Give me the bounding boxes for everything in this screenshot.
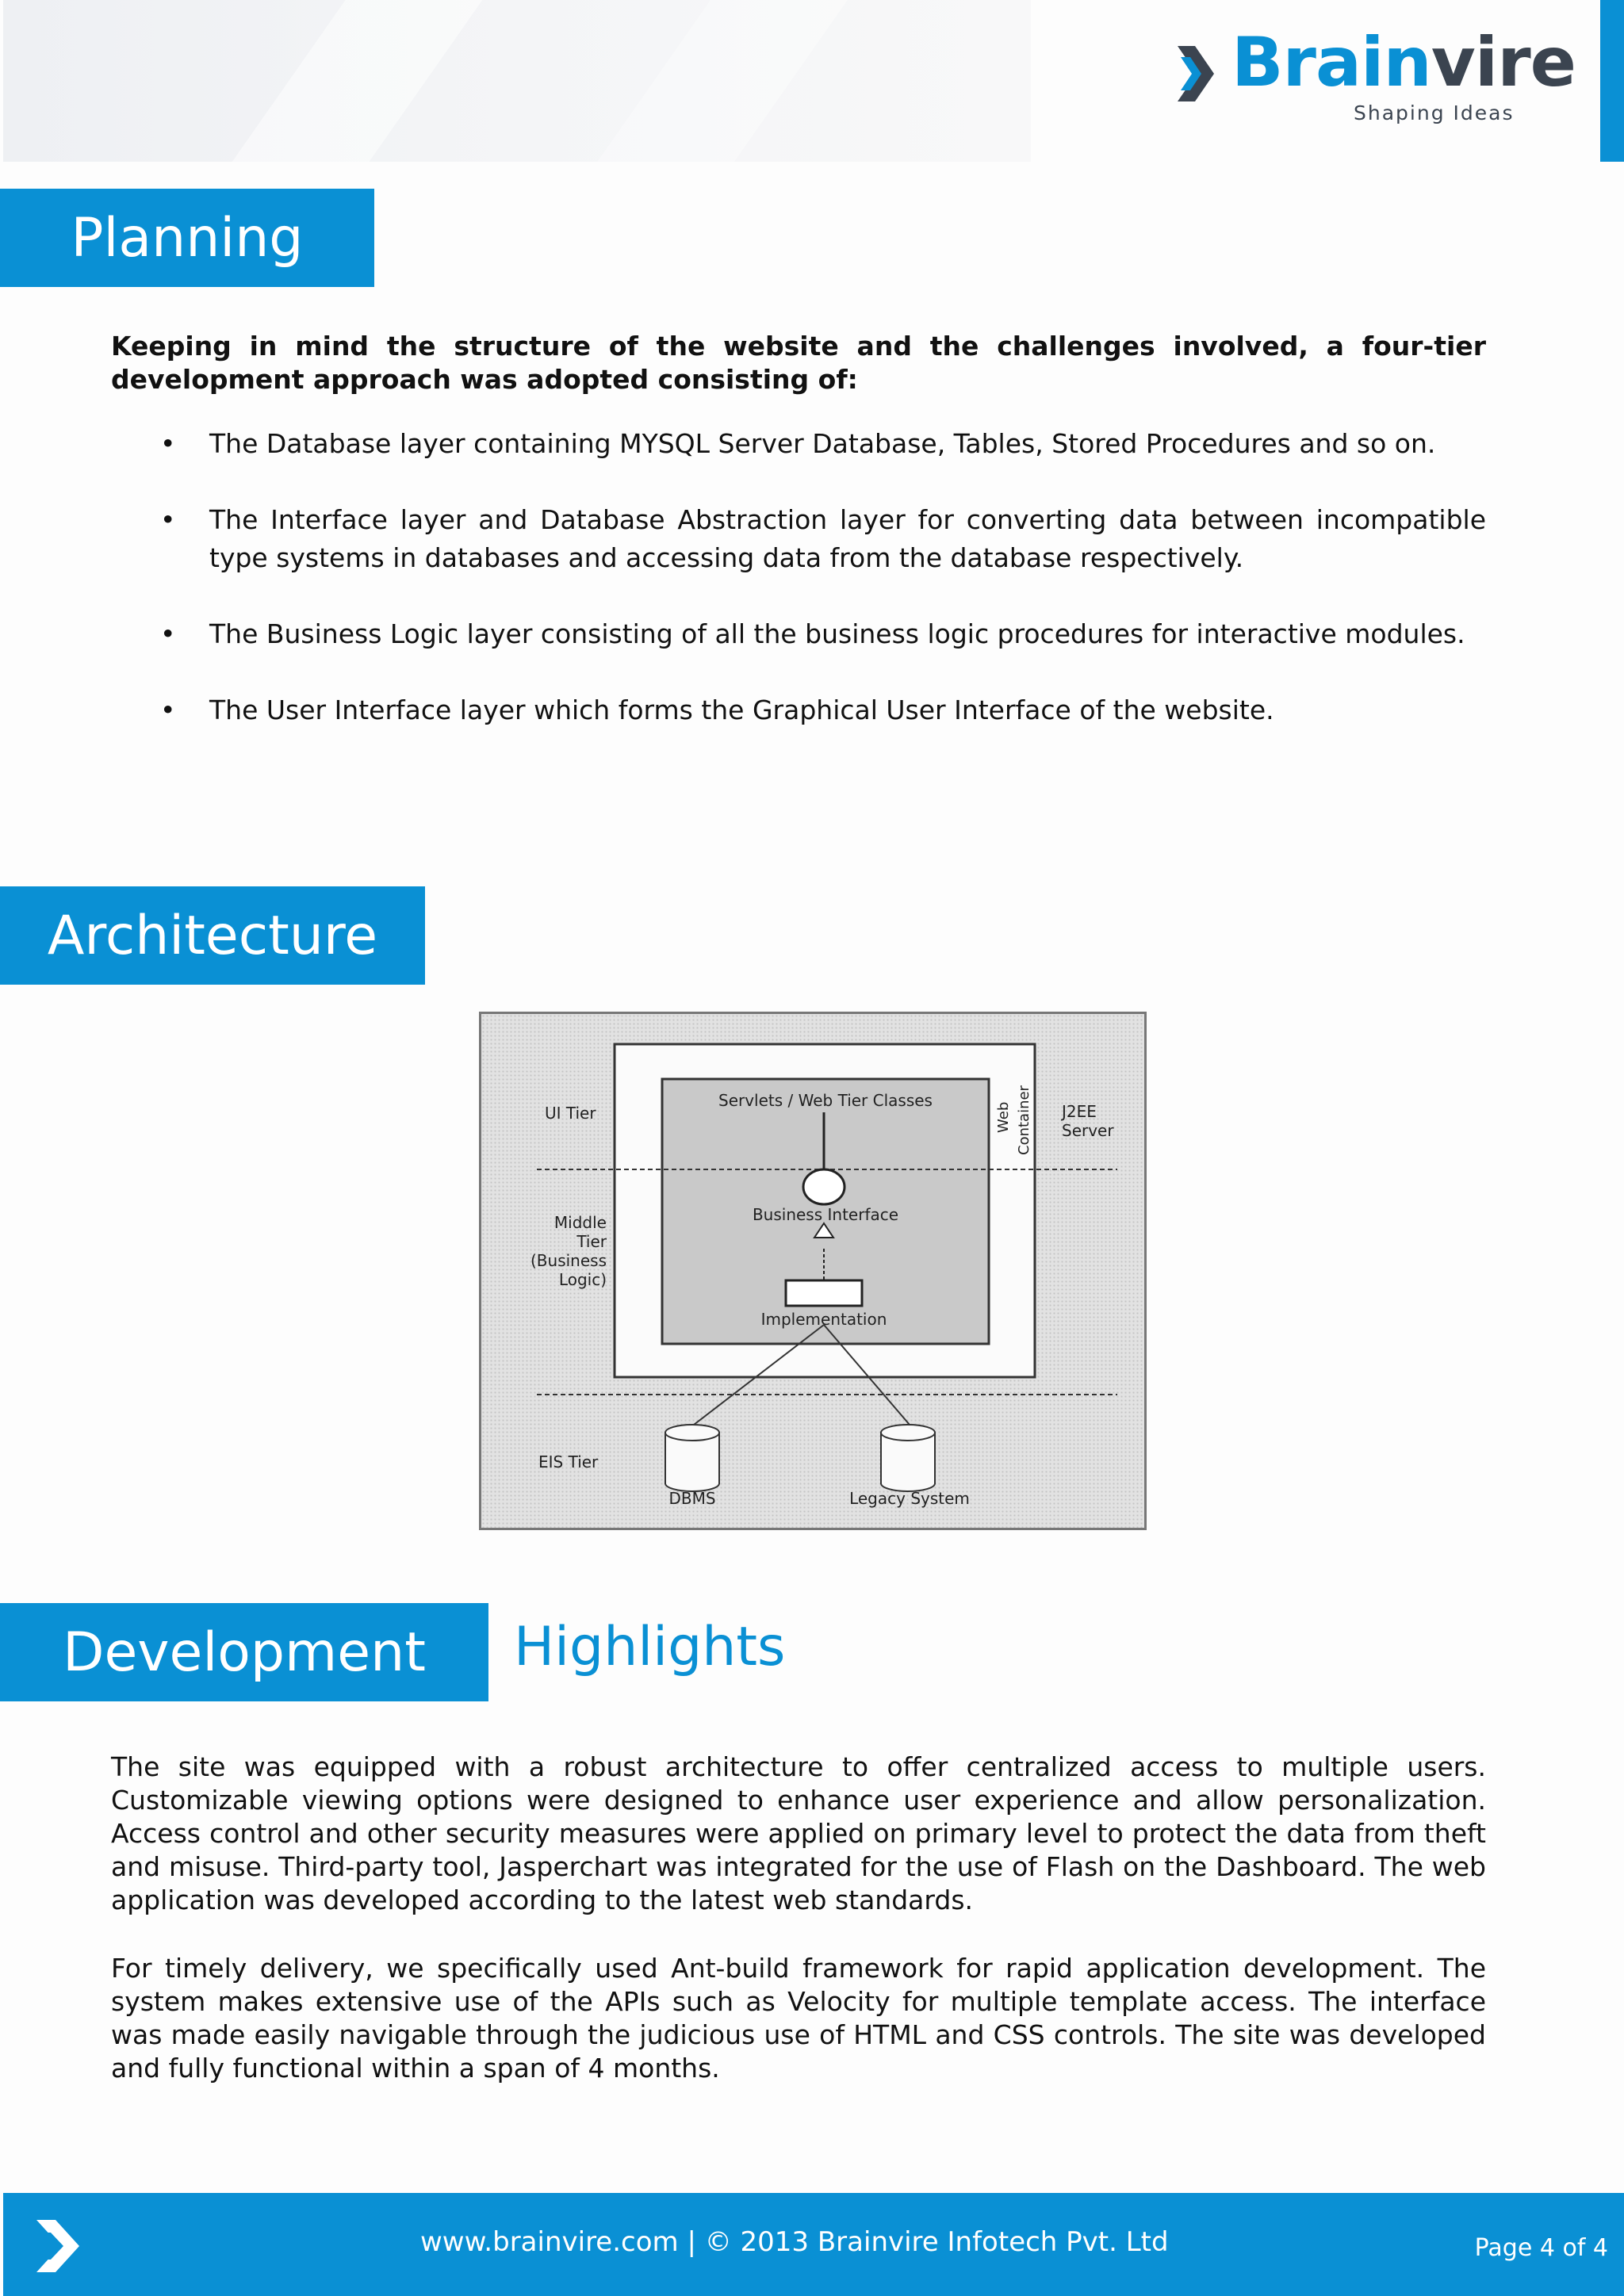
header-accent-bar [1600,0,1624,162]
list-item [111,615,1486,653]
bullet-icon: • [160,428,176,459]
logo-word-brain: Brain [1231,23,1431,102]
dbms-label: DBMS [668,1489,716,1508]
legacy-system-cylinder [881,1425,935,1491]
bullet-icon: • [160,618,176,649]
bullet-icon: • [160,504,176,535]
middle-tier-label-2: Tier [576,1232,607,1251]
business-interface-label: Business Interface [752,1205,899,1224]
architecture-diagram-svg [481,1014,1149,1533]
j2ee-label-2: Server [1062,1121,1114,1140]
dbms-cylinder [665,1425,719,1491]
implementation-node [786,1280,862,1306]
page-number: Page 4 of 4 [1474,2234,1608,2262]
j2ee-label-1: J2EE [1062,1102,1097,1121]
architecture-heading: Architecture [0,886,425,985]
planning-bullet-list [111,425,1486,767]
web-container-label-1: Web [995,1101,1012,1133]
bullet-text: The User Interface layer which forms the Graphical User Interface of the website. [209,695,1274,725]
development-paragraph-2: For timely delivery, we specifically used Ant-build framework for rapid application development. The system makes extensive use of the APIs such as Velocity for multiple template access. The interface was made easily navigable through the judicious use of HTML and CSS controls. The site was developed and fully functional within a span of 4 months. [111,1953,1486,2084]
middle-tier-label-1: Middle [553,1213,607,1232]
development-heading-suffix: Highlights [514,1616,786,1678]
legacy-system-label: Legacy System [849,1489,970,1508]
middle-tier-label-4: Logic) [558,1270,607,1289]
planning-intro: Keeping in mind the structure of the website and the challenges involved, a four-tier development approach was adopted consisting of: [111,331,1486,395]
logo-word-vire: vire [1431,23,1576,102]
brainvire-chevron-icon [1178,46,1219,101]
brainvire-logo [1178,23,1576,128]
logo-wordmark [1231,23,1576,102]
brainvire-footer-icon [35,2218,86,2274]
footer [3,2193,1624,2296]
planning-heading: Planning [0,189,374,287]
architecture-diagram [479,1012,1147,1530]
logo-tagline: Shaping Ideas [1354,101,1515,124]
bullet-icon: • [160,695,176,725]
bullet-text: The Database layer containing MYSQL Server Database, Tables, Stored Procedures and so on. [209,428,1436,459]
implementation-label: Implementation [760,1310,887,1329]
bullet-text: The Interface layer and Database Abstraction layer for converting data between incompatible type systems in databases and accessing data from the database respectively. [209,504,1486,573]
web-container-label-2: Container [1016,1085,1032,1155]
list-item [111,691,1486,729]
development-heading: Development [0,1603,488,1701]
servlets-label: Servlets / Web Tier Classes [718,1091,933,1110]
development-paragraph-1: The site was equipped with a robust architecture to offer centralized access to multiple users. Customizable viewing options were designed to enhance user experience and allow personalization. Access control and other security measures were applied on primary level to protect the data from theft and misuse. Third-party tool, Jasperchart was integrated for the use of Flash on the Dashboard. The web application was developed according to the latest web standards. [111,1751,1486,1915]
footer-copyright: www.brainvire.com | © 2013 Brainvire Infotech Pvt. Ltd [420,2226,1169,2258]
ui-tier-label: UI Tier [545,1104,596,1123]
business-interface-node [803,1169,845,1204]
list-item [111,425,1486,463]
eis-tier-label: EIS Tier [538,1452,599,1471]
list-item [111,501,1486,577]
header-background [3,0,1031,162]
middle-tier-label-3: (Business [530,1251,607,1270]
bullet-text: The Business Logic layer consisting of all the business logic procedures for interactive modules. [209,618,1465,649]
